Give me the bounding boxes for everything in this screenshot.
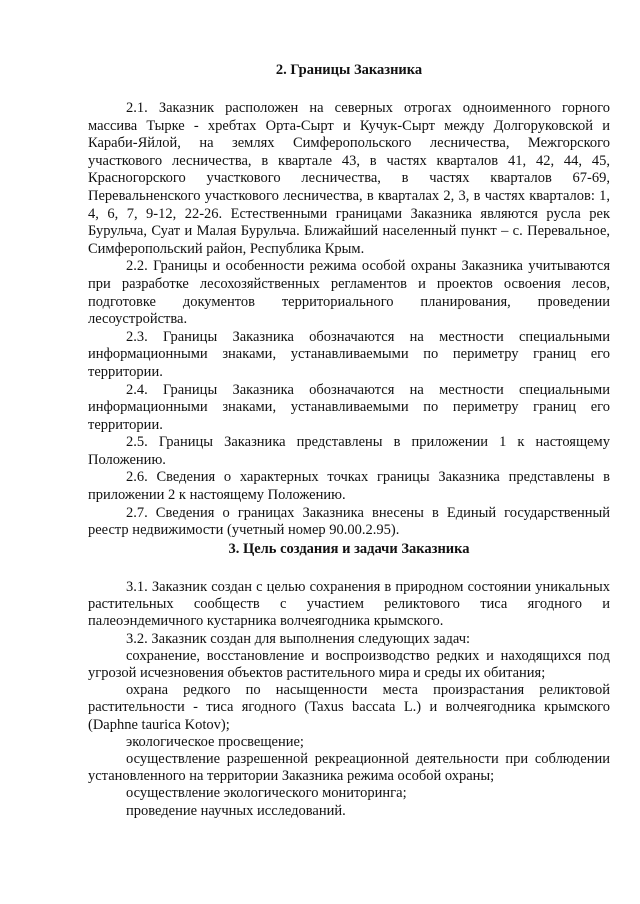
task-monitoring: осуществление экологического мониторинга; (126, 785, 407, 802)
section-3 (88, 540, 610, 820)
paragraph-3-2: 3.2. Заказник создан для выполнения следующих задач: (126, 630, 471, 647)
task-recreation: осуществление разрешенной рекреационной деятельности при соблюдении установленного на территории Заказника режима особой охраны; (88, 751, 610, 785)
paragraph-2-5: 2.5. Границы Заказника представлены в приложении 1 к настоящему Положению. (88, 434, 610, 468)
task-education: экологическое просвещение; (126, 733, 304, 750)
paragraph-2-1: 2.1. Заказник расположен на северных отрогах одноименного горного массива Тырке - хребтах Орта-Сырт и Кучук-Сырт между Долгоруковской и Караби-Яйлой, на землях Симферопольского лесничества, Межгорского участкового лесничества, в квартале 43, в частях кварталов 41, 42, 44, 45, Красногорского участкового лесничества, в частях кварталов 67-69, Перевальненского участкового лесничества, в кварталах 2, 3, в частях кварталов: 1, 4, 6, 7, 9-12, 22-26. Естественными границами Заказника являются русла рек Бурульча, Суат и Малая Бурульча. Ближайший населенный пункт – с. Перевальное, Симферопольский район, Республика Крым. (88, 100, 610, 257)
paragraph-2-6: 2.6. Сведения о характерных точках границы Заказника представлены в приложении 2 к настоящему Положению. (88, 469, 610, 504)
paragraph-2-3: 2.3. Границы Заказника обозначаются на местности специальными информационными знаками, устанавливаемыми по периметру границ его территории. (88, 328, 610, 380)
task-conservation: сохранение, восстановление и воспроизводство редких и находящихся под угрозой исчезновения объектов растительного мира и среды их обитания; (88, 647, 610, 682)
paragraph-2-2: 2.2. Границы и особенности режима особой охраны Заказника учитываются при разработке лесохозяйственных регламентов и проектов освоения лесов, подготовке документов территориального планирования, проведении лесоустройства. (88, 258, 610, 328)
section-3-heading: 3. Цель создания и задачи Заказника (228, 541, 470, 557)
paragraph-2-7: 2.7. Сведения о границах Заказника внесены в Единый государственный реестр недвижимости (учетный номер 90.00.2.95). (88, 504, 610, 539)
paragraph-2-4: 2.4. Границы Заказника обозначаются на местности специальными информационными знаками, устанавливаемыми по периметру границ его территории. (88, 381, 610, 433)
task-research: проведение научных исследований. (126, 802, 346, 819)
paragraph-3-1: 3.1. Заказник создан с целью сохранения в природном состоянии уникальных растительных сообществ с участием реликтового тиса ягодного и палеоэндемичного кустарника волчеягодника крымского. (88, 579, 610, 630)
task-protection: охрана редкого по насыщенности места произрастания реликтовой растительности - тиса ягодного (Taxus baccata L.) и волчеягодника крымского (Daphne taurica Kotov); (88, 682, 610, 733)
section-2-heading: 2. Границы Заказника (275, 62, 423, 78)
section-2 (88, 61, 610, 540)
